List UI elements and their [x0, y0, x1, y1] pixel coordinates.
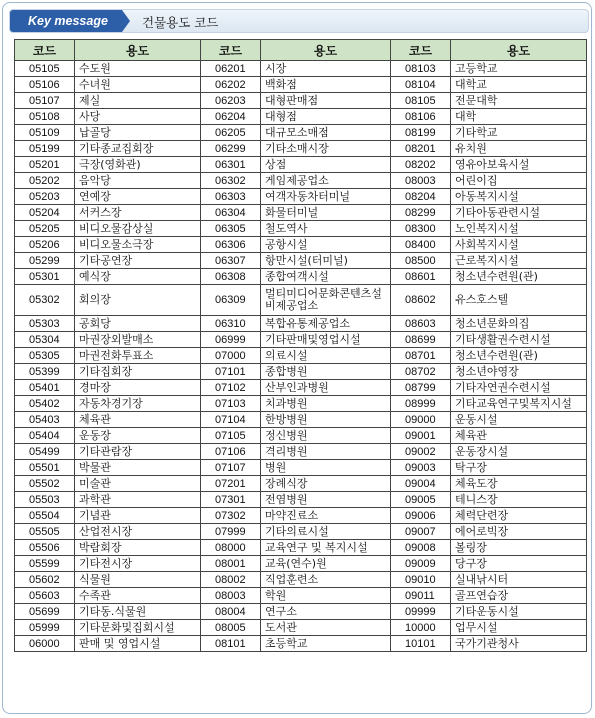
use-cell: 국가기관청사	[451, 636, 587, 652]
use-cell: 박람회장	[75, 540, 201, 556]
table-row	[15, 572, 587, 588]
code-cell: 08701	[391, 348, 451, 364]
use-cell: 장례식장	[261, 476, 391, 492]
use-cell: 근로복지시설	[451, 253, 587, 269]
use-cell: 교육(연수)원	[261, 556, 391, 572]
use-cell: 어린이집	[451, 173, 587, 189]
code-cell: 06202	[201, 77, 261, 93]
code-cell: 08202	[391, 157, 451, 173]
code-cell: 08106	[391, 109, 451, 125]
use-cell: 기타소매시장	[261, 141, 391, 157]
code-cell: 05502	[15, 476, 75, 492]
code-cell: 09000	[391, 412, 451, 428]
code-cell: 08699	[391, 332, 451, 348]
code-cell: 08002	[201, 572, 261, 588]
code-cell: 06301	[201, 157, 261, 173]
use-cell: 사회복지시설	[451, 237, 587, 253]
use-cell: 판매 및 영업시설	[75, 636, 201, 652]
code-cell: 06310	[201, 316, 261, 332]
table-row	[15, 380, 587, 396]
table-row	[15, 604, 587, 620]
use-cell: 기타문화및집회시설	[75, 620, 201, 636]
code-cell: 08299	[391, 205, 451, 221]
use-cell: 사당	[75, 109, 201, 125]
use-cell: 비디오물소극장	[75, 237, 201, 253]
use-cell: 회의장	[75, 285, 201, 316]
use-cell: 음악당	[75, 173, 201, 189]
use-cell: 탁구장	[451, 460, 587, 476]
use-cell: 기타의료시설	[261, 524, 391, 540]
use-cell: 전문대학	[451, 93, 587, 109]
use-cell: 기타전시장	[75, 556, 201, 572]
use-cell: 대형점	[261, 109, 391, 125]
table-row	[15, 636, 587, 652]
code-cell: 05108	[15, 109, 75, 125]
column-header-use: 용도	[451, 40, 587, 61]
code-cell: 07106	[201, 444, 261, 460]
use-cell: 기타운동시설	[451, 604, 587, 620]
code-cell: 07105	[201, 428, 261, 444]
code-cell: 05199	[15, 141, 75, 157]
code-cell: 06303	[201, 189, 261, 205]
use-cell: 기타판매및영업시설	[261, 332, 391, 348]
use-cell: 체력단련장	[451, 508, 587, 524]
use-cell: 멀티미디어문화콘텐츠설비제공업소	[261, 285, 391, 316]
use-cell: 병원	[261, 460, 391, 476]
use-cell: 초등학교	[261, 636, 391, 652]
use-cell: 기타생활권수련시설	[451, 332, 587, 348]
use-cell: 학원	[261, 588, 391, 604]
code-cell: 05299	[15, 253, 75, 269]
use-cell: 대학교	[451, 77, 587, 93]
use-cell: 경마장	[75, 380, 201, 396]
code-cell: 05999	[15, 620, 75, 636]
code-cell: 07104	[201, 412, 261, 428]
use-cell: 자동차경기장	[75, 396, 201, 412]
table-row	[15, 412, 587, 428]
code-cell: 07101	[201, 364, 261, 380]
table-row	[15, 508, 587, 524]
code-cell: 05403	[15, 412, 75, 428]
building-use-code-table	[14, 39, 587, 652]
code-cell: 07301	[201, 492, 261, 508]
code-cell: 05499	[15, 444, 75, 460]
table-row	[15, 173, 587, 189]
table-row	[15, 332, 587, 348]
use-cell: 격리병원	[261, 444, 391, 460]
use-cell: 테니스장	[451, 492, 587, 508]
use-cell: 수족관	[75, 588, 201, 604]
code-cell: 08199	[391, 125, 451, 141]
code-cell: 09011	[391, 588, 451, 604]
table-row	[15, 348, 587, 364]
code-cell: 09002	[391, 444, 451, 460]
use-cell: 수녀원	[75, 77, 201, 93]
use-cell: 청소년수련원(관)	[451, 348, 587, 364]
table-body	[15, 61, 587, 652]
code-cell: 05205	[15, 221, 75, 237]
code-cell: 06305	[201, 221, 261, 237]
use-cell: 도서관	[261, 620, 391, 636]
code-cell: 06999	[201, 332, 261, 348]
code-cell: 05301	[15, 269, 75, 285]
use-cell: 치과병원	[261, 396, 391, 412]
table-row	[15, 396, 587, 412]
use-cell: 제실	[75, 93, 201, 109]
badge-arrow-shape	[122, 10, 130, 32]
code-cell: 08004	[201, 604, 261, 620]
code-cell: 08702	[391, 364, 451, 380]
table-row	[15, 109, 587, 125]
code-cell: 05303	[15, 316, 75, 332]
use-cell: 운동시설	[451, 412, 587, 428]
use-cell: 시장	[261, 61, 391, 77]
code-cell: 09003	[391, 460, 451, 476]
code-cell: 08500	[391, 253, 451, 269]
use-cell: 노인복지시설	[451, 221, 587, 237]
code-cell: 08300	[391, 221, 451, 237]
code-cell: 06204	[201, 109, 261, 125]
use-cell: 연구소	[261, 604, 391, 620]
use-cell: 비디오물감상실	[75, 221, 201, 237]
use-cell: 종합병원	[261, 364, 391, 380]
code-cell: 08204	[391, 189, 451, 205]
code-cell: 08601	[391, 269, 451, 285]
use-cell: 볼링장	[451, 540, 587, 556]
code-cell: 06306	[201, 237, 261, 253]
use-cell: 극장(영화관)	[75, 157, 201, 173]
content-panel	[2, 2, 592, 714]
table-row	[15, 444, 587, 460]
code-cell: 06201	[201, 61, 261, 77]
use-cell: 체육관	[451, 428, 587, 444]
table-row	[15, 93, 587, 109]
use-cell: 기타종교집회장	[75, 141, 201, 157]
use-cell: 기타자연권수련시설	[451, 380, 587, 396]
column-header-code: 코드	[391, 40, 451, 61]
code-cell: 05305	[15, 348, 75, 364]
code-cell: 05501	[15, 460, 75, 476]
use-cell: 철도역사	[261, 221, 391, 237]
code-cell: 08003	[201, 588, 261, 604]
code-cell: 05602	[15, 572, 75, 588]
code-cell: 09006	[391, 508, 451, 524]
use-cell: 골프연습장	[451, 588, 587, 604]
use-cell: 전염병원	[261, 492, 391, 508]
use-cell: 한방병원	[261, 412, 391, 428]
code-cell: 09010	[391, 572, 451, 588]
use-cell: 유치원	[451, 141, 587, 157]
code-cell: 05402	[15, 396, 75, 412]
code-cell: 05204	[15, 205, 75, 221]
table-row	[15, 285, 587, 316]
code-cell: 08001	[201, 556, 261, 572]
code-cell: 05106	[15, 77, 75, 93]
table-row	[15, 61, 587, 77]
code-cell: 09007	[391, 524, 451, 540]
section-header	[9, 9, 589, 33]
section-title: 건물용도 코드	[142, 15, 219, 30]
use-cell: 공회당	[75, 316, 201, 332]
use-cell: 식물원	[75, 572, 201, 588]
use-cell: 산업전시장	[75, 524, 201, 540]
code-cell: 05503	[15, 492, 75, 508]
use-cell: 종합여객시설	[261, 269, 391, 285]
code-cell: 05506	[15, 540, 75, 556]
table-row	[15, 588, 587, 604]
code-cell: 06302	[201, 173, 261, 189]
table-row	[15, 205, 587, 221]
table-header-row	[15, 40, 587, 61]
code-cell: 09009	[391, 556, 451, 572]
use-cell: 기타관람장	[75, 444, 201, 460]
table-row	[15, 269, 587, 285]
use-cell: 복합유통제공업소	[261, 316, 391, 332]
use-cell: 당구장	[451, 556, 587, 572]
use-cell: 체육도장	[451, 476, 587, 492]
code-cell: 08105	[391, 93, 451, 109]
use-cell: 업무시설	[451, 620, 587, 636]
use-cell: 마권장외발매소	[75, 332, 201, 348]
table-row	[15, 428, 587, 444]
use-cell: 기타아동관련시설	[451, 205, 587, 221]
use-cell: 영유아보육시설	[451, 157, 587, 173]
table-row	[15, 364, 587, 380]
table-row	[15, 540, 587, 556]
badge-label: Key message	[28, 14, 108, 28]
use-cell: 운동장	[75, 428, 201, 444]
use-cell: 수도원	[75, 61, 201, 77]
code-cell: 05105	[15, 61, 75, 77]
code-cell: 08799	[391, 380, 451, 396]
column-header-use: 용도	[75, 40, 201, 61]
use-cell: 기타집회장	[75, 364, 201, 380]
code-cell: 08602	[391, 285, 451, 316]
code-cell: 09008	[391, 540, 451, 556]
table-row	[15, 620, 587, 636]
code-cell: 05201	[15, 157, 75, 173]
code-cell: 08103	[391, 61, 451, 77]
use-cell: 기념관	[75, 508, 201, 524]
code-cell: 08104	[391, 77, 451, 93]
column-header-use: 용도	[261, 40, 391, 61]
code-cell: 09004	[391, 476, 451, 492]
code-cell: 08603	[391, 316, 451, 332]
table-row	[15, 492, 587, 508]
code-cell: 06304	[201, 205, 261, 221]
use-cell: 백화점	[261, 77, 391, 93]
use-cell: 기타교육연구및복지시설	[451, 396, 587, 412]
use-cell: 기타동.식물원	[75, 604, 201, 620]
table-row	[15, 524, 587, 540]
table-row	[15, 237, 587, 253]
use-cell: 기타학교	[451, 125, 587, 141]
code-cell: 05504	[15, 508, 75, 524]
code-cell: 05399	[15, 364, 75, 380]
use-cell: 체육관	[75, 412, 201, 428]
code-cell: 05109	[15, 125, 75, 141]
table-row	[15, 221, 587, 237]
table-row	[15, 460, 587, 476]
use-cell: 화물터미널	[261, 205, 391, 221]
use-cell: 대학	[451, 109, 587, 125]
use-cell: 미술관	[75, 476, 201, 492]
use-cell: 납골당	[75, 125, 201, 141]
table-row	[15, 125, 587, 141]
code-cell: 08005	[201, 620, 261, 636]
code-cell: 08000	[201, 540, 261, 556]
use-cell: 산부인과병원	[261, 380, 391, 396]
column-header-code: 코드	[15, 40, 75, 61]
use-cell: 예식장	[75, 269, 201, 285]
code-cell: 05699	[15, 604, 75, 620]
use-cell: 에어로빅장	[451, 524, 587, 540]
code-cell: 07107	[201, 460, 261, 476]
use-cell: 여객자동차터미널	[261, 189, 391, 205]
use-cell: 게임제공업소	[261, 173, 391, 189]
use-cell: 청소년야영장	[451, 364, 587, 380]
use-cell: 청소년문화의집	[451, 316, 587, 332]
use-cell: 마권전화투표소	[75, 348, 201, 364]
code-cell: 05505	[15, 524, 75, 540]
use-cell: 유스호스텔	[451, 285, 587, 316]
code-cell: 09005	[391, 492, 451, 508]
use-cell: 정신병원	[261, 428, 391, 444]
code-cell: 06000	[15, 636, 75, 652]
use-cell: 아동복지시설	[451, 189, 587, 205]
code-cell: 06309	[201, 285, 261, 316]
code-cell: 06308	[201, 269, 261, 285]
key-message-badge	[10, 10, 122, 32]
code-cell: 05304	[15, 332, 75, 348]
code-cell: 05107	[15, 93, 75, 109]
code-cell: 07103	[201, 396, 261, 412]
table-row	[15, 141, 587, 157]
use-cell: 교육연구 및 복지시설	[261, 540, 391, 556]
code-cell: 08400	[391, 237, 451, 253]
code-cell: 07302	[201, 508, 261, 524]
use-cell: 직업훈련소	[261, 572, 391, 588]
use-cell: 박물관	[75, 460, 201, 476]
column-header-code: 코드	[201, 40, 261, 61]
use-cell: 상점	[261, 157, 391, 173]
code-cell: 10101	[391, 636, 451, 652]
use-cell: 공항시설	[261, 237, 391, 253]
use-cell: 항만시설(터미널)	[261, 253, 391, 269]
code-cell: 06205	[201, 125, 261, 141]
code-cell: 08003	[391, 173, 451, 189]
code-cell: 05202	[15, 173, 75, 189]
code-cell: 09999	[391, 604, 451, 620]
use-cell: 마약진료소	[261, 508, 391, 524]
code-cell: 07000	[201, 348, 261, 364]
code-cell: 05302	[15, 285, 75, 316]
code-cell: 05404	[15, 428, 75, 444]
code-cell: 08201	[391, 141, 451, 157]
code-cell: 05203	[15, 189, 75, 205]
table-row	[15, 77, 587, 93]
table-row	[15, 556, 587, 572]
code-cell: 05401	[15, 380, 75, 396]
use-cell: 운동장시설	[451, 444, 587, 460]
code-cell: 06203	[201, 93, 261, 109]
table-row	[15, 253, 587, 269]
code-cell: 07999	[201, 524, 261, 540]
code-cell: 09001	[391, 428, 451, 444]
code-cell: 06307	[201, 253, 261, 269]
use-cell: 대형판매점	[261, 93, 391, 109]
code-cell: 07102	[201, 380, 261, 396]
table-row	[15, 316, 587, 332]
use-cell: 과학관	[75, 492, 201, 508]
use-cell: 청소년수련원(관)	[451, 269, 587, 285]
use-cell: 서커스장	[75, 205, 201, 221]
code-cell: 05603	[15, 588, 75, 604]
use-cell: 의료시설	[261, 348, 391, 364]
use-cell: 대규모소매점	[261, 125, 391, 141]
table-row	[15, 476, 587, 492]
table-row	[15, 189, 587, 205]
code-cell: 08101	[201, 636, 261, 652]
use-cell: 실내낚시터	[451, 572, 587, 588]
code-cell: 06299	[201, 141, 261, 157]
use-cell: 연예장	[75, 189, 201, 205]
use-cell: 고등학교	[451, 61, 587, 77]
code-cell: 10000	[391, 620, 451, 636]
code-cell: 05599	[15, 556, 75, 572]
code-cell: 05206	[15, 237, 75, 253]
code-cell: 08999	[391, 396, 451, 412]
table-row	[15, 157, 587, 173]
code-cell: 07201	[201, 476, 261, 492]
use-cell: 기타공연장	[75, 253, 201, 269]
